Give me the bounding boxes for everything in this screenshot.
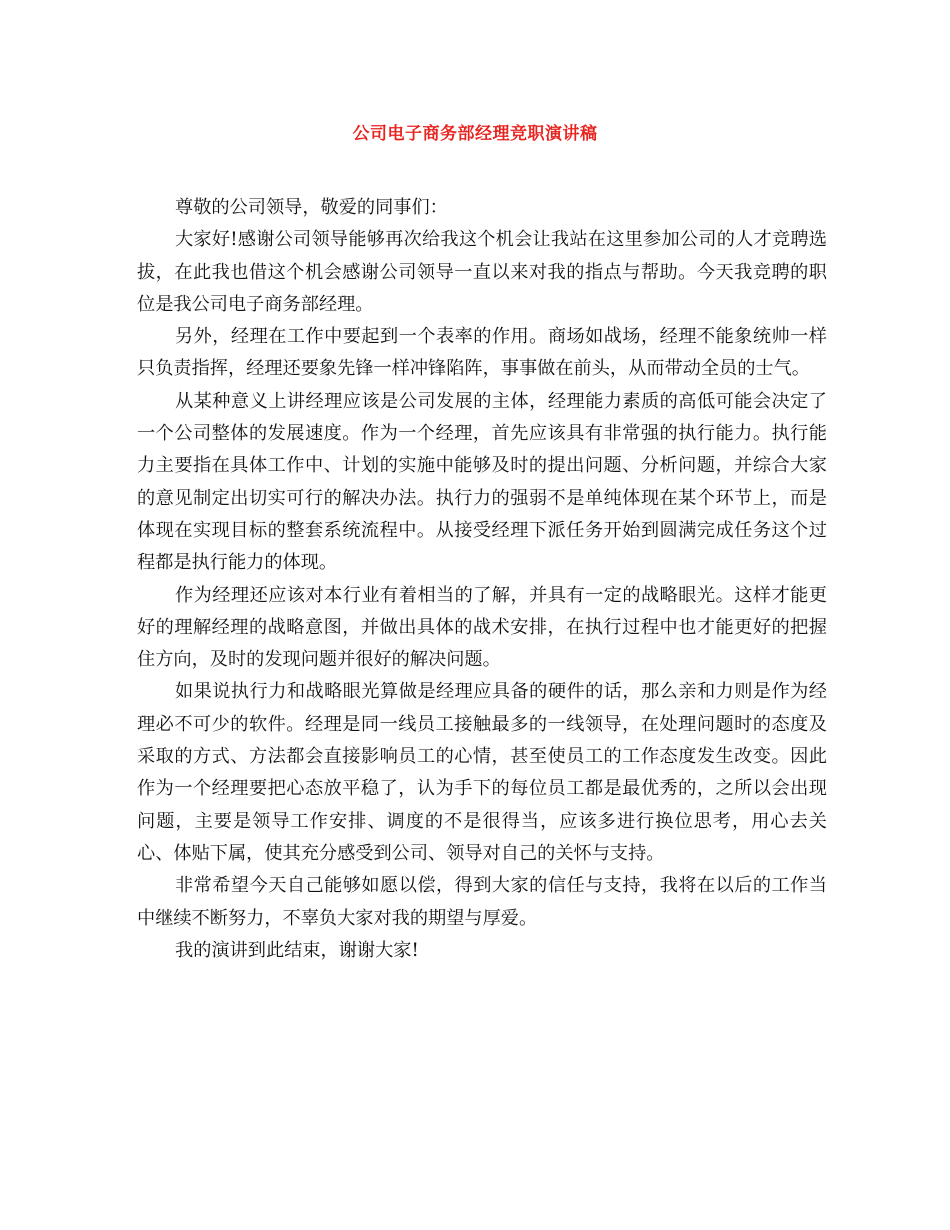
document-title: 公司电子商务部经理竞职演讲稿 [352,124,598,144]
paragraph-affinity: 如果说执行力和战略眼光算做是经理应具备的硬件的话，那么亲和力则是作为经理必不可少的软件。经理是同一线员工接触最多的一线领导，在处理问题时的态度及采取的方式、方法都会直接影响员工的心情，甚至使员工的工作态度发生改变。因此作为一个经理要把心态放平稳了，认为手下的每位员工都是最优秀的，之所以会出现问题，主要是领导工作安排、调度的不是很得当，应该多进行换位思考，用心去关心、体贴下属，使其充分感受到公司、领导对自己的关怀与支持。 [137,681,827,864]
paragraph-hope: 非常希望今天自己能够如愿以偿，得到大家的信任与支持，我将在以后的工作当中继续不断努力，不辜负大家对我的期望与厚爱。 [137,875,827,929]
paragraph-execution: 从某种意义上讲经理应该是公司发展的主体，经理能力素质的高低可能会决定了一个公司整体的发展速度。作为一个经理，首先应该具有非常强的执行能力。执行能力主要指在具体工作中、计划的实施中能够及时的提出问题、分析问题，并综合大家的意见制定出切实可行的解决办法。执行力的强弱不是单纯体现在某个环节上，而是体现在实现目标的整套系统流程中。从接受经理下派任务开始到圆满完成任务这个过程都是执行能力的体现。 [137,390,827,574]
document-body [137,192,827,967]
paragraph-greeting: 大家好!感谢公司领导能够再次给我这个机会让我站在这里参加公司的人才竞聘选拔，在此我也借这个机会感谢公司领导一直以来对我的指点与帮助。今天我竞聘的职位是我公司电子商务部经理。 [137,229,827,315]
paragraph-closing: 我的演讲到此结束，谢谢大家! [175,939,419,961]
paragraph-strategy: 作为经理还应该对本行业有着相当的了解，并具有一定的战略眼光。这样才能更好的理解经理的战略意图，并做出具体的战术安排，在执行过程中也才能更好的把握住方向，及时的发现问题并很好的解决问题。 [137,584,827,671]
paragraph-salutation: 尊敬的公司领导，敬爱的同事们： [175,197,448,218]
paragraph-role-model: 另外，经理在工作中要起到一个表率的作用。商场如战场，经理不能象统帅一样只负责指挥，经理还要象先锋一样冲锋陷阵，事事做在前头，从而带动全员的士气。 [137,326,827,380]
